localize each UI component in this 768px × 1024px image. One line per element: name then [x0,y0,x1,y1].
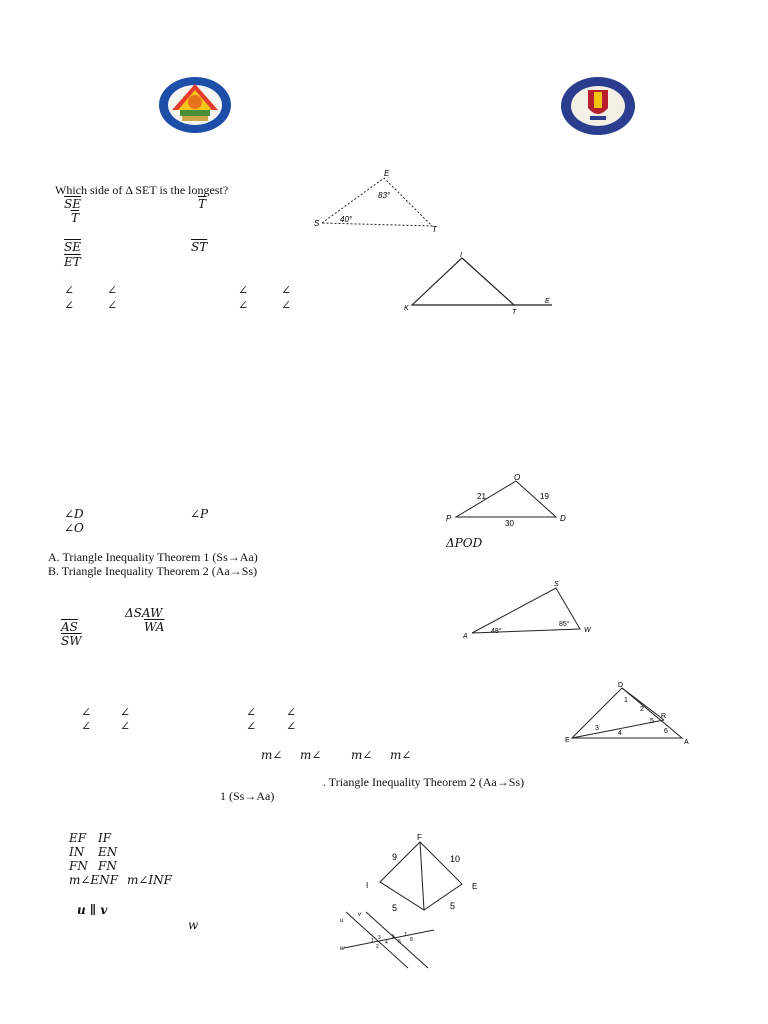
q5-angle-3: ∠ [246,705,257,719]
q2-angle-1: ∠ [64,283,75,297]
q5-theorem-1: 1 (Ss→Aa) [220,789,275,803]
q1-choice-e[interactable]: $\overline{ST}$ [191,240,208,254]
q2-angle-3: ∠ [238,283,249,297]
q6-choice-if[interactable]: IF [98,831,112,845]
theorem-a: A. Triangle Inequality Theorem 1 (Ss→Aa) [48,550,258,564]
q1-choice-d[interactable]: $\overline{SE}$ [64,240,81,254]
q4-choice-sw[interactable]: $\overline{SW}$ [61,634,82,648]
q5-angle-8: ∠ [286,719,297,733]
fine-label-i: I [366,881,369,890]
q7-var-w: w [188,918,199,932]
triangle-pod-figure [440,472,580,534]
lines-num-1: 1 [371,938,374,944]
q1-choice-a[interactable]: $\overline{SE}$ [64,197,81,211]
q5-angle-6: ∠ [120,719,131,733]
theorem-b: B. Triangle Inequality Theorem 2 (Aa→Ss) [48,564,258,578]
q5-m-angle-2: m∠ [300,748,322,762]
set-angle-e: 83° [378,191,391,200]
lines-num-3: 3 [378,935,381,941]
lines-num-7: 7 [404,932,407,938]
saw-label-w: W [584,627,591,634]
lines-num-4: 4 [385,940,388,946]
q6-choice-inf[interactable]: m∠INF [127,873,172,887]
fine-side-in: 5 [392,903,398,913]
deped-seal [560,76,636,136]
q3-choice-d[interactable]: ∠D [64,507,84,521]
fine-label-e: E [472,882,478,891]
lines-label-u: u [340,918,344,924]
kit-label-k: K [404,305,409,312]
fine-label-f: F [417,833,422,842]
saw-angle-a: 48° [491,628,502,635]
q4-triangle-name: ΔSAW [125,606,163,620]
dera-label-r: R [661,713,667,720]
dera-label-e: E [565,737,570,744]
q1-choice-c[interactable]: $\overline{T}$ [71,211,80,225]
q5-angle-2: ∠ [120,705,131,719]
figure-fine [362,832,482,916]
fine-side-fi: 9 [392,852,398,862]
q5-theorem-2: . Triangle Inequality Theorem 2 (Aa→Ss) [323,775,525,789]
q7-parallel: u ∥ v [77,903,108,917]
set-label-s: S [314,219,320,228]
fine-side-fe: 10 [450,854,461,864]
q6-choice-en[interactable]: EN [98,845,118,859]
q5-m-angle-3: m∠ [351,748,373,762]
q3-choice-p[interactable]: ∠P [190,507,209,521]
set-label-e: E [384,169,390,178]
dera-label-d: D [618,682,624,689]
lines-label-v: v [358,912,361,918]
q4-choice-as[interactable]: $\overline{AS}$ [61,620,78,634]
q5-m-angle-4: m∠ [390,748,412,762]
q3-choice-o[interactable]: ∠O [64,521,84,535]
lines-label-w: w [340,946,345,952]
set-label-t: T [432,225,437,234]
pod-caption: ΔPOD [446,536,483,550]
q6-choice-in[interactable]: IN [69,845,85,859]
dera-num-6: 6 [664,728,668,735]
q2-angle-2: ∠ [107,283,118,297]
q2-angle-4: ∠ [281,283,292,297]
dera-label-a: A [684,739,689,746]
q6-choice-ef[interactable]: EF [69,831,87,845]
lines-num-2: 2 [376,944,379,950]
kit-label-t: T [512,309,517,316]
lines-num-6: 6 [398,939,401,945]
q1-question: Which side of Δ SET is the longest? [55,183,229,197]
saw-label-a: A [463,633,468,640]
q6-choice-fn-2[interactable]: FN [98,859,117,873]
saw-label-s: S [554,581,559,588]
q5-angle-5: ∠ [81,719,92,733]
set-angle-s: 40° [340,215,353,224]
kit-label-i: I [460,252,462,259]
q2-angle-7: ∠ [238,298,249,312]
pod-label-o: O [514,473,521,482]
lines-num-5: 5 [392,934,395,940]
pod-side-po: 21 [477,492,486,501]
q2-angle-5: ∠ [64,298,75,312]
dera-num-3: 3 [595,725,599,732]
triangle-set-figure [312,166,442,236]
saw-angle-w: 85° [559,621,570,628]
dera-num-5: 5 [650,718,654,725]
q6-choice-enf[interactable]: m∠ENF [69,873,119,887]
fine-side-en: 5 [450,901,456,911]
dera-num-2: 2 [640,706,644,713]
triangle-dera-figure [562,678,702,748]
pod-side-od: 19 [540,492,549,501]
q5-m-angle-1: m∠ [261,748,283,762]
school-logo [158,76,232,134]
pod-label-p: P [446,514,452,523]
q2-angle-6: ∠ [107,298,118,312]
pod-label-d: D [560,514,566,523]
q4-choice-wa[interactable]: $\overline{WA}$ [144,620,165,634]
q2-angle-8: ∠ [281,298,292,312]
kit-label-e: E [545,298,550,305]
lines-num-8: 8 [410,937,413,943]
q5-angle-4: ∠ [286,705,297,719]
dera-num-4: 4 [618,730,622,737]
q1-choice-b[interactable]: $\overline{T}$ [198,197,207,211]
q5-angle-7: ∠ [246,719,257,733]
parallel-lines-figure [330,908,440,972]
triangle-saw-figure [460,576,600,640]
q6-choice-fn-1[interactable]: FN [69,859,88,873]
triangle-kit-figure [400,250,560,316]
pod-side-pd: 30 [505,519,514,528]
dera-num-1: 1 [624,697,628,704]
q5-angle-1: ∠ [81,705,92,719]
q1-choice-f[interactable]: $\overline{ET}$ [64,255,81,269]
